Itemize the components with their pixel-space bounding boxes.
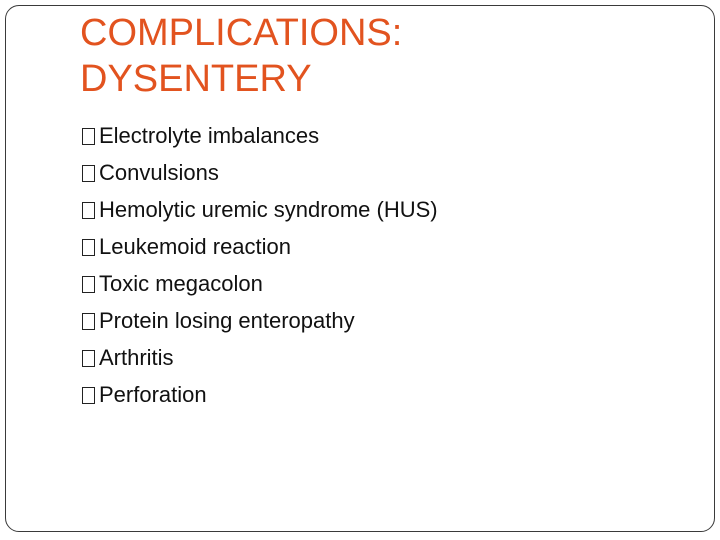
missing-glyph-box-icon [82, 313, 95, 330]
slide-title-line-1: COMPLICATIONS: [80, 12, 403, 54]
bullet-text: Arthritis [99, 344, 174, 370]
bullet-text: Protein losing enteropathy [99, 307, 355, 333]
slide-title-line-2: DYSENTERY [80, 58, 312, 100]
bullet-item [82, 191, 438, 228]
bullet-item [82, 376, 438, 413]
missing-glyph-box-icon [82, 128, 95, 145]
missing-glyph-box-icon [82, 387, 95, 404]
bullet-list [82, 117, 438, 413]
missing-glyph-box-icon [82, 350, 95, 367]
missing-glyph-box-icon [82, 165, 95, 182]
bullet-item [82, 302, 438, 339]
bullet-item [82, 117, 438, 154]
bullet-text: Leukemoid reaction [99, 233, 292, 259]
bullet-item [82, 265, 438, 302]
bullet-item [82, 339, 438, 376]
bullet-text: Electrolyte imbalances [99, 122, 320, 148]
missing-glyph-box-icon [82, 276, 95, 293]
slide-title [80, 10, 680, 102]
bullet-item [82, 154, 438, 191]
bullet-item [82, 228, 438, 265]
bullet-text: Toxic megacolon [99, 270, 263, 296]
bullet-text: Convulsions [99, 159, 219, 185]
missing-glyph-box-icon [82, 239, 95, 256]
missing-glyph-box-icon [82, 202, 95, 219]
bullet-text: Perforation [99, 381, 207, 407]
bullet-text: Hemolytic uremic syndrome (HUS) [99, 196, 438, 222]
